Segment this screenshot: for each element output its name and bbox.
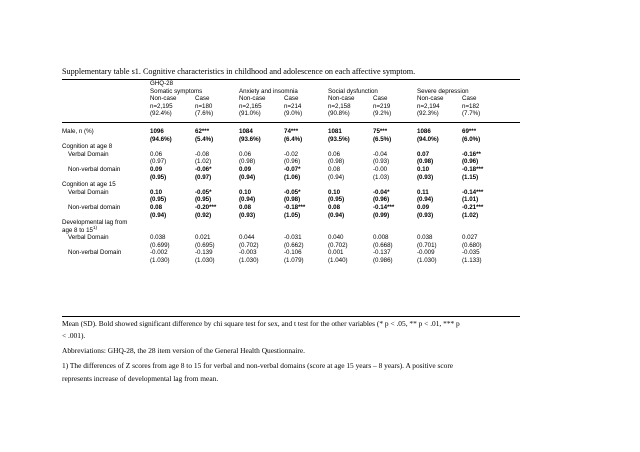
- cell: (1.03): [373, 173, 390, 181]
- row-lag-nonverbal-sd: [62, 257, 520, 265]
- cell: (0.98): [284, 196, 301, 204]
- cell: (1.01): [462, 196, 479, 204]
- header-row-n: [62, 103, 520, 111]
- n-label: n=180: [195, 102, 213, 110]
- cell: (0.94): [150, 211, 167, 219]
- n-label: n=214: [284, 102, 302, 110]
- cell: -0.05*: [284, 188, 301, 196]
- cell: 1081: [328, 127, 342, 135]
- section-lag: [62, 219, 520, 227]
- cell: -0.009: [417, 249, 435, 257]
- cell: 0.021: [195, 234, 211, 242]
- cell: -0.139: [195, 249, 213, 257]
- cell: -0.08: [195, 150, 210, 158]
- sub-label: Case: [373, 95, 388, 103]
- cell: (93.6%): [239, 135, 261, 143]
- n-label: n=182: [462, 102, 480, 110]
- cell: 62***: [195, 127, 210, 135]
- cell: (0.96): [373, 196, 390, 204]
- cell: -0.003: [239, 249, 257, 257]
- cell: (0.96): [462, 158, 479, 166]
- cell: -0.14***: [462, 188, 484, 196]
- cell: -0.00: [373, 165, 388, 173]
- row-male-pct: [62, 136, 520, 144]
- cell: (5.4%): [195, 135, 214, 143]
- n-label: n=2,158: [328, 102, 351, 110]
- row-lag-nonverbal: [62, 249, 520, 257]
- sub-label: Case: [462, 95, 477, 103]
- footnote-marker: 1): [92, 224, 98, 230]
- cell: (1.040): [328, 257, 348, 265]
- row-age15-nonverbal: [62, 204, 520, 212]
- section-age8: [62, 143, 520, 151]
- cell: (6.5%): [373, 135, 392, 143]
- cell: -0.04*: [373, 188, 390, 196]
- cell: (1.030): [239, 257, 259, 265]
- sub-label: Non-case: [328, 95, 355, 103]
- group-social: Social dysfunction: [328, 87, 378, 95]
- cell: (0.93): [239, 211, 256, 219]
- cell: 75***: [373, 127, 388, 135]
- cell: (0.97): [195, 173, 212, 181]
- table-caption: Supplementary table s1. Cognitive characteristics in childhood and adolescence on each affective symptom.: [62, 67, 416, 76]
- cell: (0.94): [328, 173, 345, 181]
- bottom-rule: [62, 316, 520, 317]
- row-lag-verbal: [62, 234, 520, 242]
- row-male: [62, 128, 520, 136]
- cell: -0.16**: [462, 150, 481, 158]
- cell: (1.15): [462, 173, 479, 181]
- cell: 0.10: [150, 188, 163, 196]
- cell: (0.96): [284, 158, 301, 166]
- cell: 0.08: [328, 165, 341, 173]
- cell: 0.040: [328, 234, 344, 242]
- section-label: Cognition at age 15: [62, 181, 116, 189]
- cell: -0.06*: [195, 165, 212, 173]
- row-age8-nonverbal-sd: [62, 174, 520, 182]
- cell: -0.05*: [195, 188, 212, 196]
- cell: (6.4%): [284, 135, 303, 143]
- cell: (0.95): [328, 196, 345, 204]
- header-row-instrument: [62, 80, 520, 88]
- group-somatic: Somatic symptoms: [150, 87, 203, 95]
- pct-label: (9.2%): [373, 110, 392, 118]
- pct-label: (7.6%): [195, 110, 214, 118]
- cell: 0.06: [150, 150, 163, 158]
- cell: 0.008: [373, 234, 389, 242]
- cell: 0.038: [150, 234, 166, 242]
- cell: 0.10: [239, 188, 252, 196]
- cell: 1096: [150, 127, 164, 135]
- cell: 0.09: [239, 165, 252, 173]
- cell: (94.0%): [417, 135, 439, 143]
- cell: (0.93): [373, 158, 390, 166]
- cell: (0.95): [150, 173, 167, 181]
- cell: (0.93): [417, 211, 434, 219]
- cell: (1.02): [462, 211, 479, 219]
- data-table: [62, 80, 520, 265]
- section-label: [62, 224, 520, 235]
- pct-label: (92.4%): [150, 110, 172, 118]
- section-label: Developmental lag from: [62, 219, 128, 227]
- cell: (0.94): [239, 173, 256, 181]
- cell: (0.702): [328, 241, 348, 249]
- sub-label: Non-case: [417, 95, 444, 103]
- cell: (0.98): [328, 158, 345, 166]
- cell: (0.98): [239, 158, 256, 166]
- row-label: Verbal Domain: [68, 188, 109, 196]
- footnote-1: 1) The differences of Z scores from age 8 to 15 for verbal and non-verbal domains (score at age 15 years – 8 years). A positive score: [62, 361, 454, 370]
- cell: (0.680): [462, 241, 482, 249]
- cell: -0.031: [284, 234, 302, 242]
- cell: 0.06: [239, 150, 252, 158]
- row-age8-verbal: [62, 151, 520, 159]
- row-label: Non-verbal domain: [68, 165, 121, 173]
- cell: (0.695): [195, 241, 215, 249]
- row-label: Verbal Domain: [68, 234, 109, 242]
- cell: 0.11: [417, 188, 429, 196]
- section-lag-2: [62, 227, 520, 235]
- cell: 0.001: [328, 249, 344, 257]
- section-label-text: age 8 to 15: [62, 226, 93, 234]
- section-label: Cognition at age 8: [62, 143, 113, 151]
- cell: 0.038: [417, 234, 433, 242]
- cell: 0.06: [328, 150, 341, 158]
- cell: -0.21***: [462, 203, 484, 211]
- cell: -0.106: [284, 249, 302, 257]
- cell: (0.986): [373, 257, 393, 265]
- cell: (1.05): [284, 211, 301, 219]
- sub-label: Non-case: [150, 95, 177, 103]
- cell: (1.030): [150, 257, 170, 265]
- pct-label: (9.0%): [284, 110, 303, 118]
- header-row-groups: [62, 88, 520, 96]
- footnote-abbreviations: Abbreviations: GHQ-28, the 28 item version of the General Health Questionnaire.: [62, 346, 306, 355]
- cell: (0.668): [373, 241, 393, 249]
- group-anxiety: Anxiety and insomnia: [239, 87, 298, 95]
- row-label: Male, n (%): [62, 127, 94, 135]
- cell: 69***: [462, 127, 477, 135]
- row-label: Non-verbal domain: [68, 203, 121, 211]
- footnote-1-cont: represents increase of developmental lag from mean.: [62, 374, 219, 383]
- row-label: Verbal Domain: [68, 150, 109, 158]
- cell: -0.137: [373, 249, 391, 257]
- pct-label: (7.7%): [462, 110, 481, 118]
- row-age15-verbal-sd: [62, 196, 520, 204]
- cell: (0.97): [150, 158, 167, 166]
- cell: (0.662): [284, 241, 304, 249]
- n-label: n=2,165: [239, 102, 262, 110]
- sub-label: Non-case: [239, 95, 266, 103]
- cell: (0.95): [195, 196, 212, 204]
- row-label: Non-verbal Domain: [68, 249, 122, 257]
- cell: (1.133): [462, 257, 482, 265]
- instrument-label: GHQ-28: [150, 80, 174, 87]
- sub-label: Case: [195, 95, 210, 103]
- row-age8-nonverbal: [62, 166, 520, 174]
- row-age8-verbal-sd: [62, 158, 520, 166]
- n-label: n=219: [373, 102, 391, 110]
- cell: (0.94): [328, 211, 345, 219]
- sub-label: Case: [284, 95, 299, 103]
- row-lag-verbal-sd: [62, 242, 520, 250]
- group-depression: Severe depression: [417, 87, 469, 95]
- spacer: [62, 118, 520, 128]
- cell: (0.699): [150, 241, 170, 249]
- pct-label: (92.3%): [417, 110, 439, 118]
- cell: (1.079): [284, 257, 304, 265]
- cell: (0.702): [239, 241, 259, 249]
- cell: 0.09: [150, 165, 163, 173]
- section-age15: [62, 181, 520, 189]
- cell: 1084: [239, 127, 253, 135]
- cell: 74***: [284, 127, 299, 135]
- cell: (0.92): [195, 211, 212, 219]
- cell: 1086: [417, 127, 431, 135]
- cell: 0.07: [417, 150, 430, 158]
- cell: -0.18***: [462, 165, 484, 173]
- cell: 0.08: [239, 203, 252, 211]
- cell: (1.06): [284, 173, 301, 181]
- cell: 0.09: [417, 203, 430, 211]
- pct-label: (91.0%): [239, 110, 261, 118]
- cell: (0.94): [239, 196, 256, 204]
- cell: -0.02: [284, 150, 299, 158]
- cell: (0.701): [417, 241, 437, 249]
- cell: 0.10: [328, 188, 341, 196]
- cell: (94.6%): [150, 135, 172, 143]
- cell: 0.027: [462, 234, 478, 242]
- cell: (93.5%): [328, 135, 350, 143]
- n-label: n=2,194: [417, 102, 440, 110]
- footnote-mean-sd: Mean (SD). Bold showed significant difference by chi square test for sex, and t test for the other variables (* p < .05, ** p < .01, *** p: [62, 319, 460, 328]
- row-age15-nonverbal-sd: [62, 212, 520, 220]
- header-row-sub: [62, 95, 520, 103]
- cell: -0.002: [150, 249, 168, 257]
- cell: (0.95): [150, 196, 167, 204]
- cell: -0.035: [462, 249, 480, 257]
- cell: -0.04: [373, 150, 388, 158]
- cell: (6.0%): [462, 135, 481, 143]
- cell: (0.99): [373, 211, 390, 219]
- cell: (0.98): [417, 158, 434, 166]
- cell: (1.030): [195, 257, 215, 265]
- n-label: n=2,195: [150, 102, 173, 110]
- cell: (0.93): [417, 173, 434, 181]
- cell: -0.18***: [284, 203, 306, 211]
- cell: -0.07*: [284, 165, 301, 173]
- pct-label: (90.8%): [328, 110, 350, 118]
- footnote-mean-sd-cont: < .001).: [62, 331, 86, 340]
- header-row-pct: [62, 110, 520, 118]
- cell: -0.20***: [195, 203, 217, 211]
- cell: (0.94): [417, 196, 434, 204]
- cell: 0.044: [239, 234, 255, 242]
- cell: 0.08: [328, 203, 341, 211]
- row-age15-verbal: [62, 189, 520, 197]
- cell: -0.14***: [373, 203, 395, 211]
- cell: (1.02): [195, 158, 212, 166]
- cell: 0.08: [150, 203, 163, 211]
- cell: 0.10: [417, 165, 430, 173]
- cell: (1.030): [417, 257, 437, 265]
